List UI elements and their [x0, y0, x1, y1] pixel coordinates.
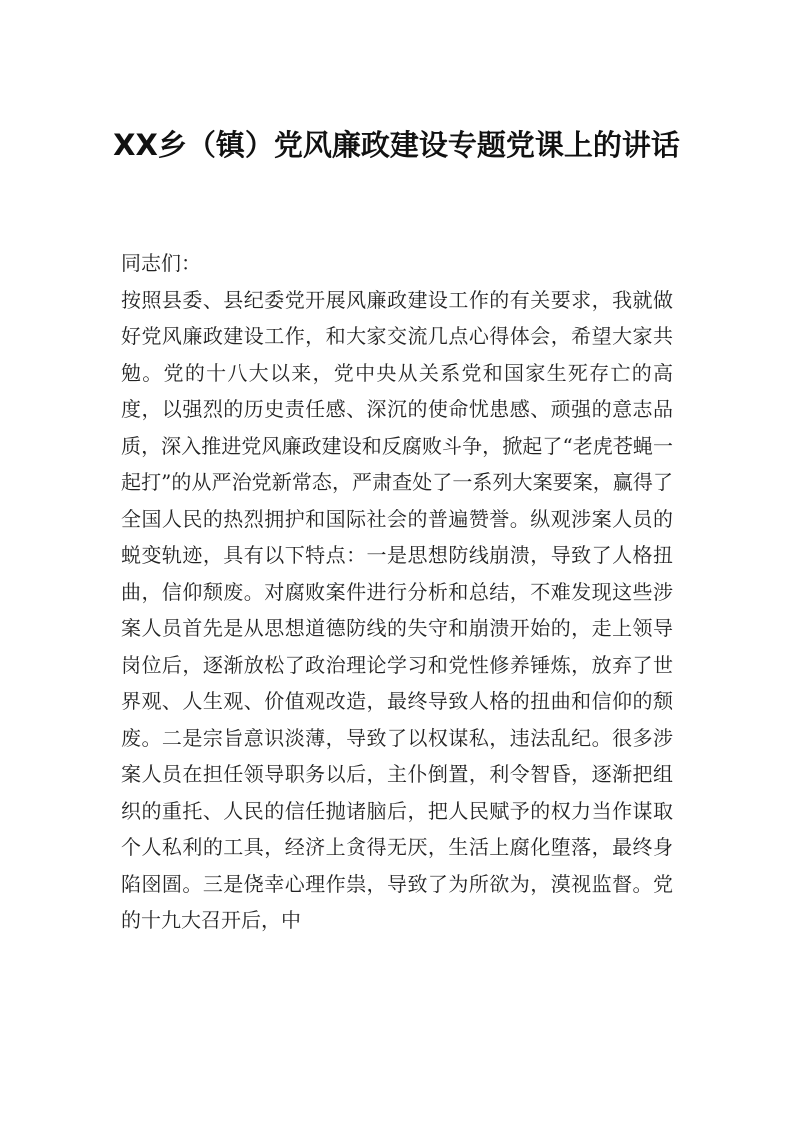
document-body [121, 245, 673, 939]
salutation: 同志们： [121, 251, 201, 275]
document-title: XX乡（镇）党风廉政建设专题党课上的讲话 [113, 128, 680, 162]
body-paragraph: 按照县委、县纪委党开展风廉政建设工作的有关要求，我就做好党风廉政建设工作，和大家交流几点心得体会，希望大家共勉。党的十八大以来，党中央从关系党和国家生死存亡的高度，以强烈的历史责任感、深沉的使命忧患感、顽强的意志品质，深入推进党风廉政建设和反腐败斗争，掀起了“老虎苍蝇一起打”的从严治党新常态，严肃查处了一系列大案要案，赢得了全国人民的热烈拥护和国际社会的普遍赞誉。纵观涉案人员的蜕变轨迹，具有以下特点：一是思想防线崩溃，导致了人格扭曲，信仰颓废。对腐败案件进行分析和总结，不难发现这些涉案人员首先是从思想道德防线的失守和崩溃开始的，走上领导岗位后，逐渐放松了政治理论学习和党性修养锤炼，放弃了世界观、人生观、价值观改造，最终导致人格的扭曲和信仰的颓废。二是宗旨意识淡薄，导致了以权谋私，违法乱纪。很多涉案人员在担任领导职务以后，主仆倒置，利令智昏，逐渐把组织的重托、人民的信任抛诸脑后，把人民赋予的权力当作谋取个人私利的工具，经济上贪得无厌，生活上腐化堕落，最终身陷囹圄。三是侥幸心理作祟，导致了为所欲为，漠视监督。党的十九大召开后，中 [121, 287, 673, 932]
